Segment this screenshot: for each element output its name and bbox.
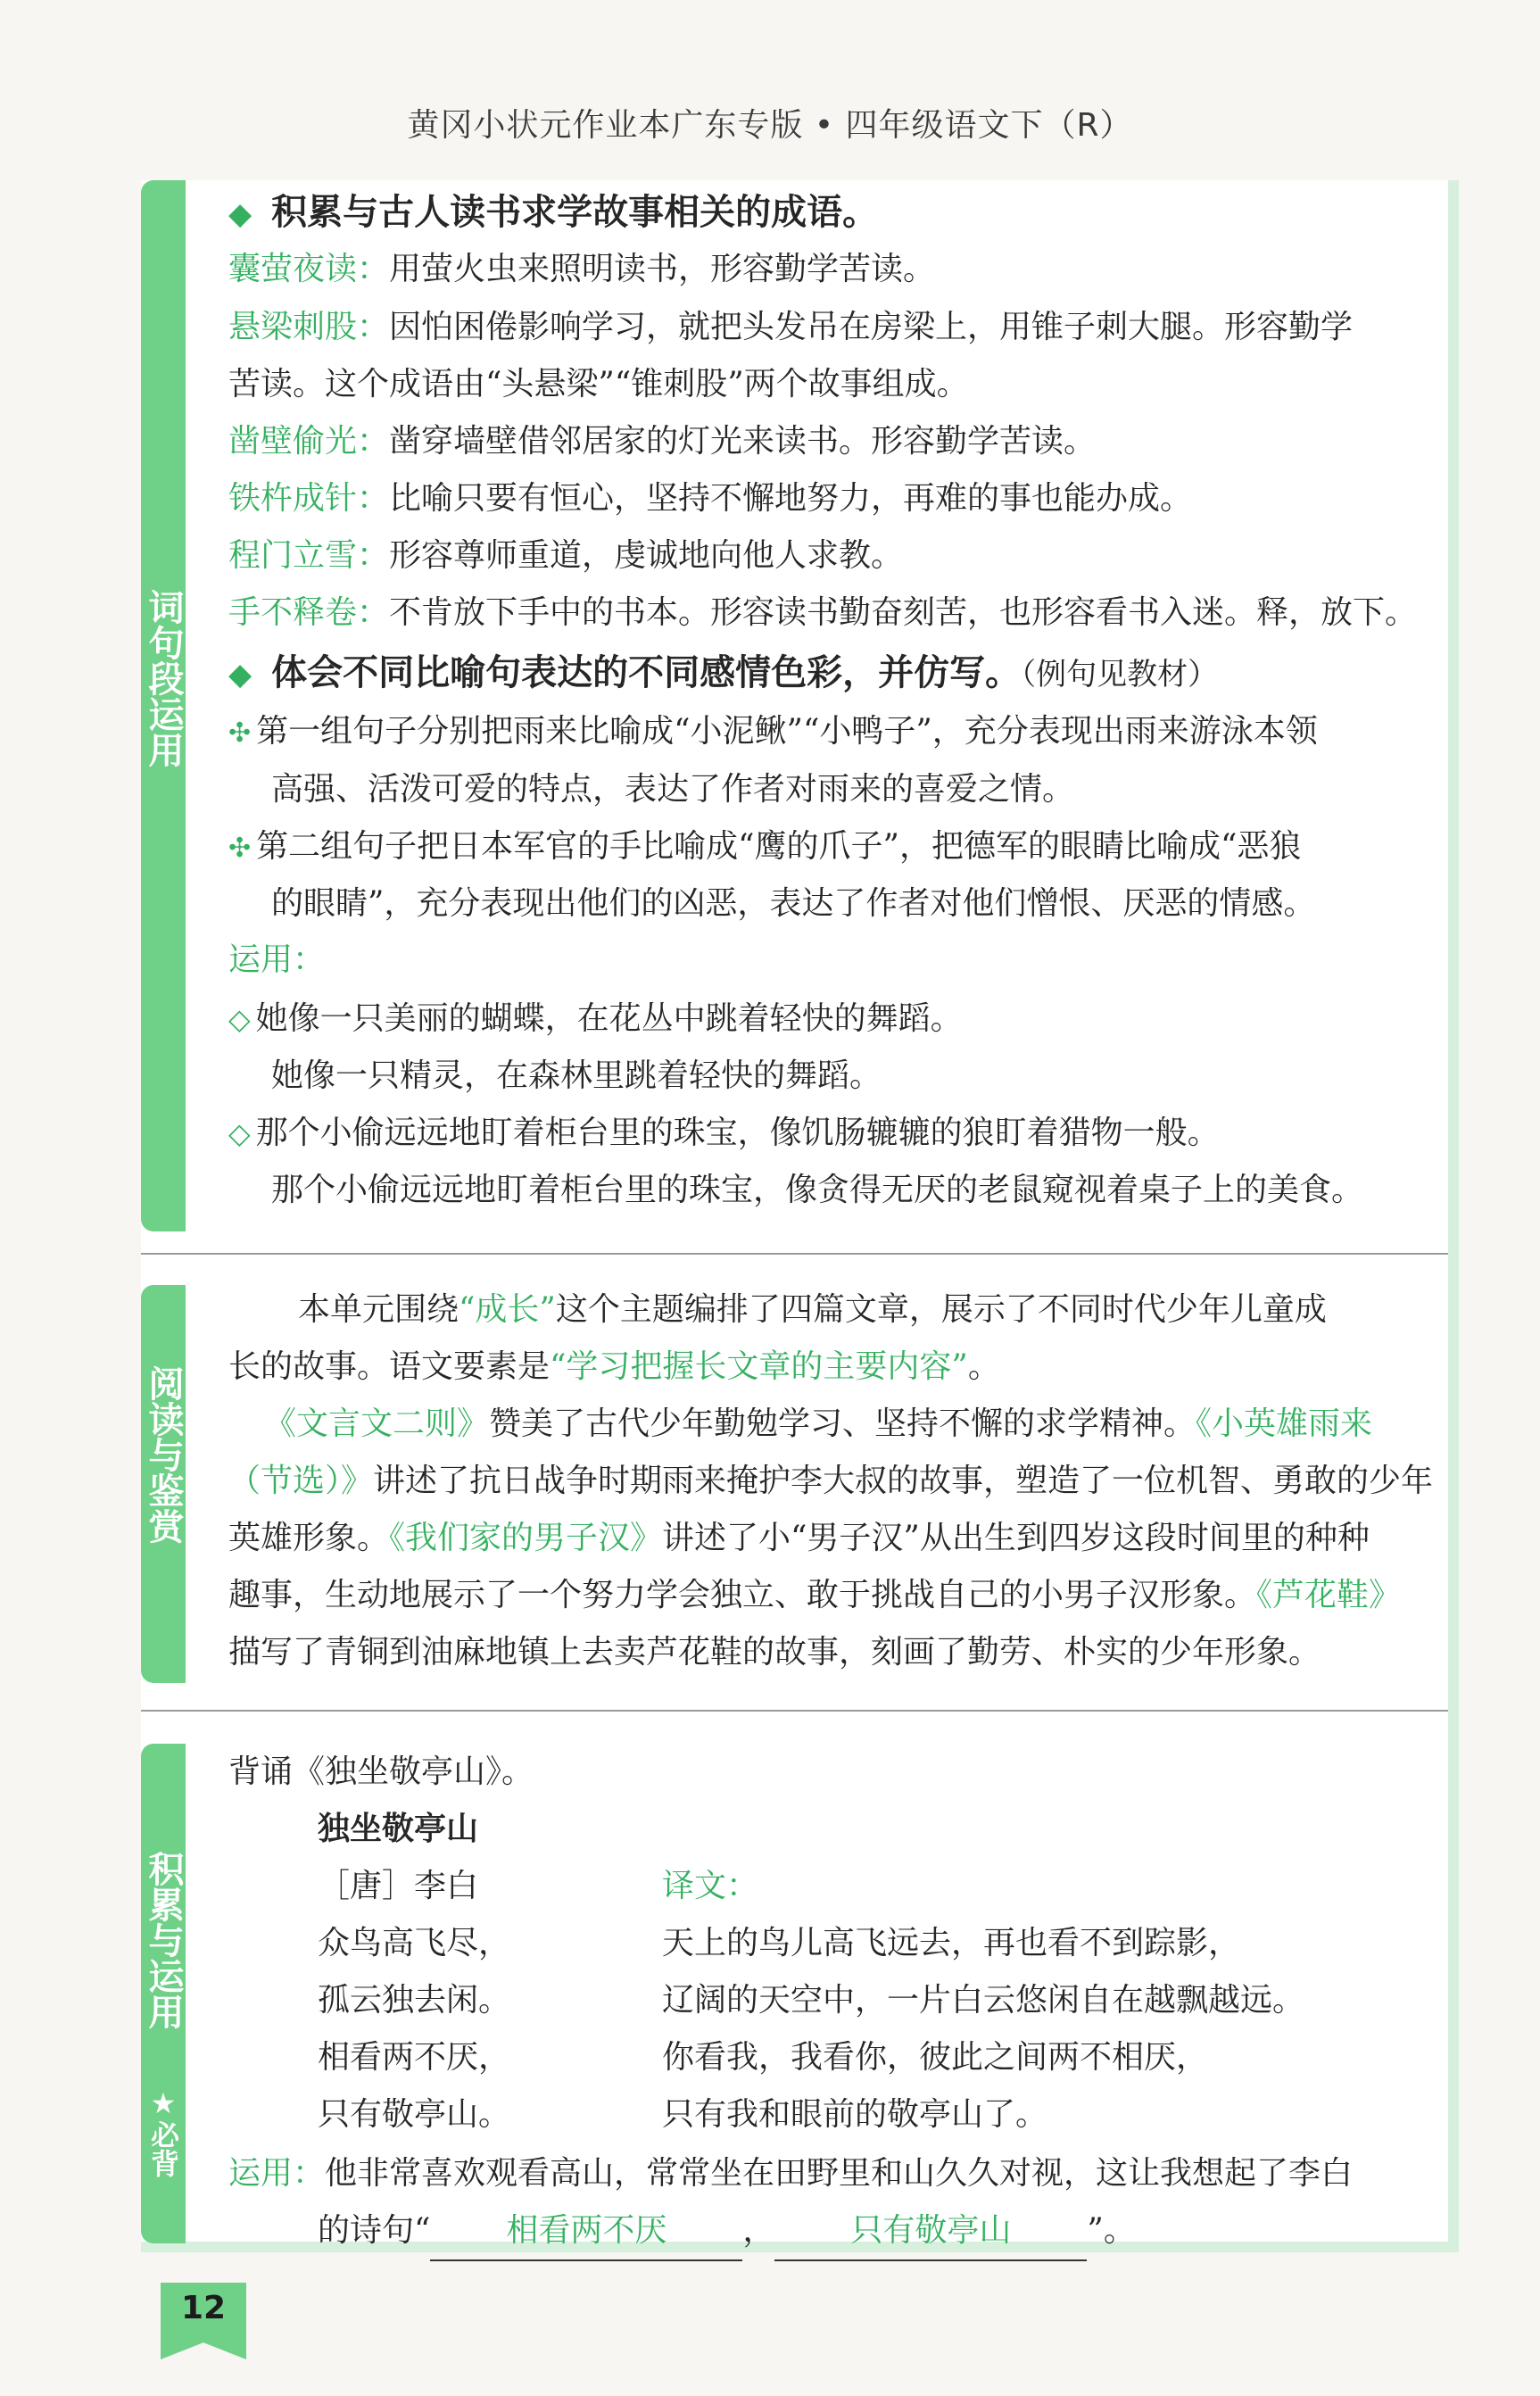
reading-line: 《文言文二则》赞美了古代少年勤勉学习、坚持不懈的求学精神。《小英雄雨来 — [264, 1405, 1373, 1442]
diamond-icon: ◆ — [228, 196, 253, 232]
sparkle-icon: ✣ — [228, 833, 252, 864]
poem-title: 独坐敬亭山 — [318, 1811, 479, 1847]
analysis-point-cont: 高强、活泼可爱的特点，表达了作者对雨来的喜爱之情。 — [271, 771, 1075, 808]
example-new: 她像一只精灵，在森林里跳着轻快的舞蹈。 — [271, 1057, 882, 1094]
section1-heading — [228, 184, 1429, 241]
reading-line: 本单元围绕“成长”这个主题编排了四篇文章，展示了不同时代少年儿童成 — [298, 1291, 1327, 1328]
idiom-row: 手不释卷：不肯放下手中的书本。形容读书勤奋刻苦，也形容看书入迷。释，放下。 — [228, 594, 1418, 631]
poem-apply-blanks: 的诗句“ 相看两不厌 ， 只有敬亭山 ”。 — [228, 2202, 1429, 2259]
diamond-icon: ◆ — [228, 657, 253, 692]
section-divider — [141, 1710, 1448, 1712]
answer-blank-1: 相看两不厌 — [430, 2202, 742, 2261]
poem-intro: 背诵《独坐敬亭山》。 — [228, 1753, 534, 1790]
reading-line: 描写了青铜到油麻地镇上去卖芦花鞋的故事，刻画了勤劳、朴实的少年形象。 — [228, 1634, 1321, 1671]
section1-title: 积累与古人读书求学故事相关的成语。 — [271, 192, 879, 233]
section2-title: 体会不同比喻句表达的不同感情色彩，并仿写。 — [271, 652, 1022, 693]
answer-blank-2: 只有敬亭山 — [774, 2202, 1087, 2261]
idiom-row: 悬梁刺股：因怕困倦影响学习，就把头发吊在房梁上，用锥子刺大腿。形容勤学 — [228, 309, 1354, 345]
idiom-row: 铁杵成针：比喻只要有恒心，坚持不懈地努力，再难的事也能办成。 — [228, 480, 1193, 517]
must-recite-label: ★必背 — [146, 2086, 180, 2177]
translation-label: 译文： — [662, 1868, 759, 1904]
poem-line-row: 相看两不厌， 你看我，我看你，彼此之间两不相厌， — [318, 2039, 1209, 2076]
example-original: ◇ 她像一只美丽的蝴蝶，在花丛中跳着轻快的舞蹈。 — [228, 1000, 963, 1037]
hollow-diamond-icon: ◇ — [228, 1002, 251, 1036]
reading-line: 长的故事。语文要素是“学习把握长文章的主要内容”。 — [228, 1348, 1000, 1385]
tab-sentence-label: 词句段运用 — [143, 589, 184, 767]
hollow-diamond-icon: ◇ — [228, 1116, 251, 1150]
page-number: 12 — [180, 2290, 227, 2326]
idiom-row: 凿壁偷光：凿穿墙壁借邻居家的灯光来读书。形容勤学苦读。 — [228, 423, 1097, 460]
poem-apply: 运用：他非常喜欢观看高山，常常坐在田野里和山久久对视，这让我想起了李白 — [228, 2155, 1354, 2192]
tab-accumulate-label: 积累与运用 — [143, 1851, 184, 2029]
idiom-row: 程门立雪：形容尊师重道，虔诚地向他人求教。 — [228, 537, 904, 574]
poem-line-row: 孤云独去闲。 辽阔的天空中，一片白云悠闲自在越飘越远。 — [318, 1982, 1305, 2019]
poem-line-row: 只有敬亭山。 只有我和眼前的敬亭山了。 — [318, 2096, 1048, 2133]
apply-label: 运用： — [228, 941, 326, 978]
reading-line: （节选）》讲述了抗日战争时期雨来掩护李大叔的故事，塑造了一位机智、勇敢的少年 — [228, 1463, 1434, 1499]
analysis-point-cont: 的眼睛”，充分表现出他们的凶恶，表达了作者对他们憎恨、厌恶的情感。 — [271, 885, 1316, 922]
sparkle-icon: ✣ — [228, 717, 252, 749]
idiom-row-cont: 苦读。这个成语由“头悬梁”“锥刺股”两个故事组成。 — [228, 366, 969, 402]
reading-line: 英雄形象。《我们家的男子汉》讲述了小“男子汉”从出生到四岁这段时间里的种种 — [228, 1520, 1370, 1556]
analysis-point: ✣ 第一组句子分别把雨来比喻成“小泥鳅”“小鸭子”，充分表现出雨来游泳本领 — [228, 713, 1318, 750]
section2-heading: ◆ 体会不同比喻句表达的不同感情色彩，并仿写。（例句见教材） — [228, 652, 1219, 693]
poem-author: ［唐］李白 — [318, 1868, 479, 1904]
poem-author-row — [228, 1858, 1429, 1915]
poem-line-row: 众鸟高飞尽， 天上的鸟儿高飞远去，再也看不到踪影， — [318, 1925, 1241, 1961]
section-divider — [141, 1253, 1448, 1255]
reading-line: 趣事，生动地展示了一个努力学会独立、敢于挑战自己的小男子汉形象。《芦花鞋》 — [228, 1577, 1402, 1613]
idiom-row: 囊萤夜读：用萤火虫来照明读书，形容勤学苦读。 — [228, 251, 936, 287]
example-new: 那个小偷远远地盯着柜台里的珠宝，像贪得无厌的老鼠窥视着桌子上的美食。 — [271, 1172, 1364, 1208]
page-header: 黄冈小状元作业本广东专版 • 四年级语文下（R） — [407, 107, 1133, 144]
example-original: ◇ 那个小偷远远地盯着柜台里的珠宝，像饥肠辘辘的狼盯着猎物一般。 — [228, 1115, 1220, 1151]
tab-reading-label: 阅读与鉴赏 — [143, 1365, 184, 1544]
analysis-point: ✣ 第二组句子把日本军官的手比喻成“鹰的爪子”，把德军的眼睛比喻成“恶狼 — [228, 828, 1302, 865]
